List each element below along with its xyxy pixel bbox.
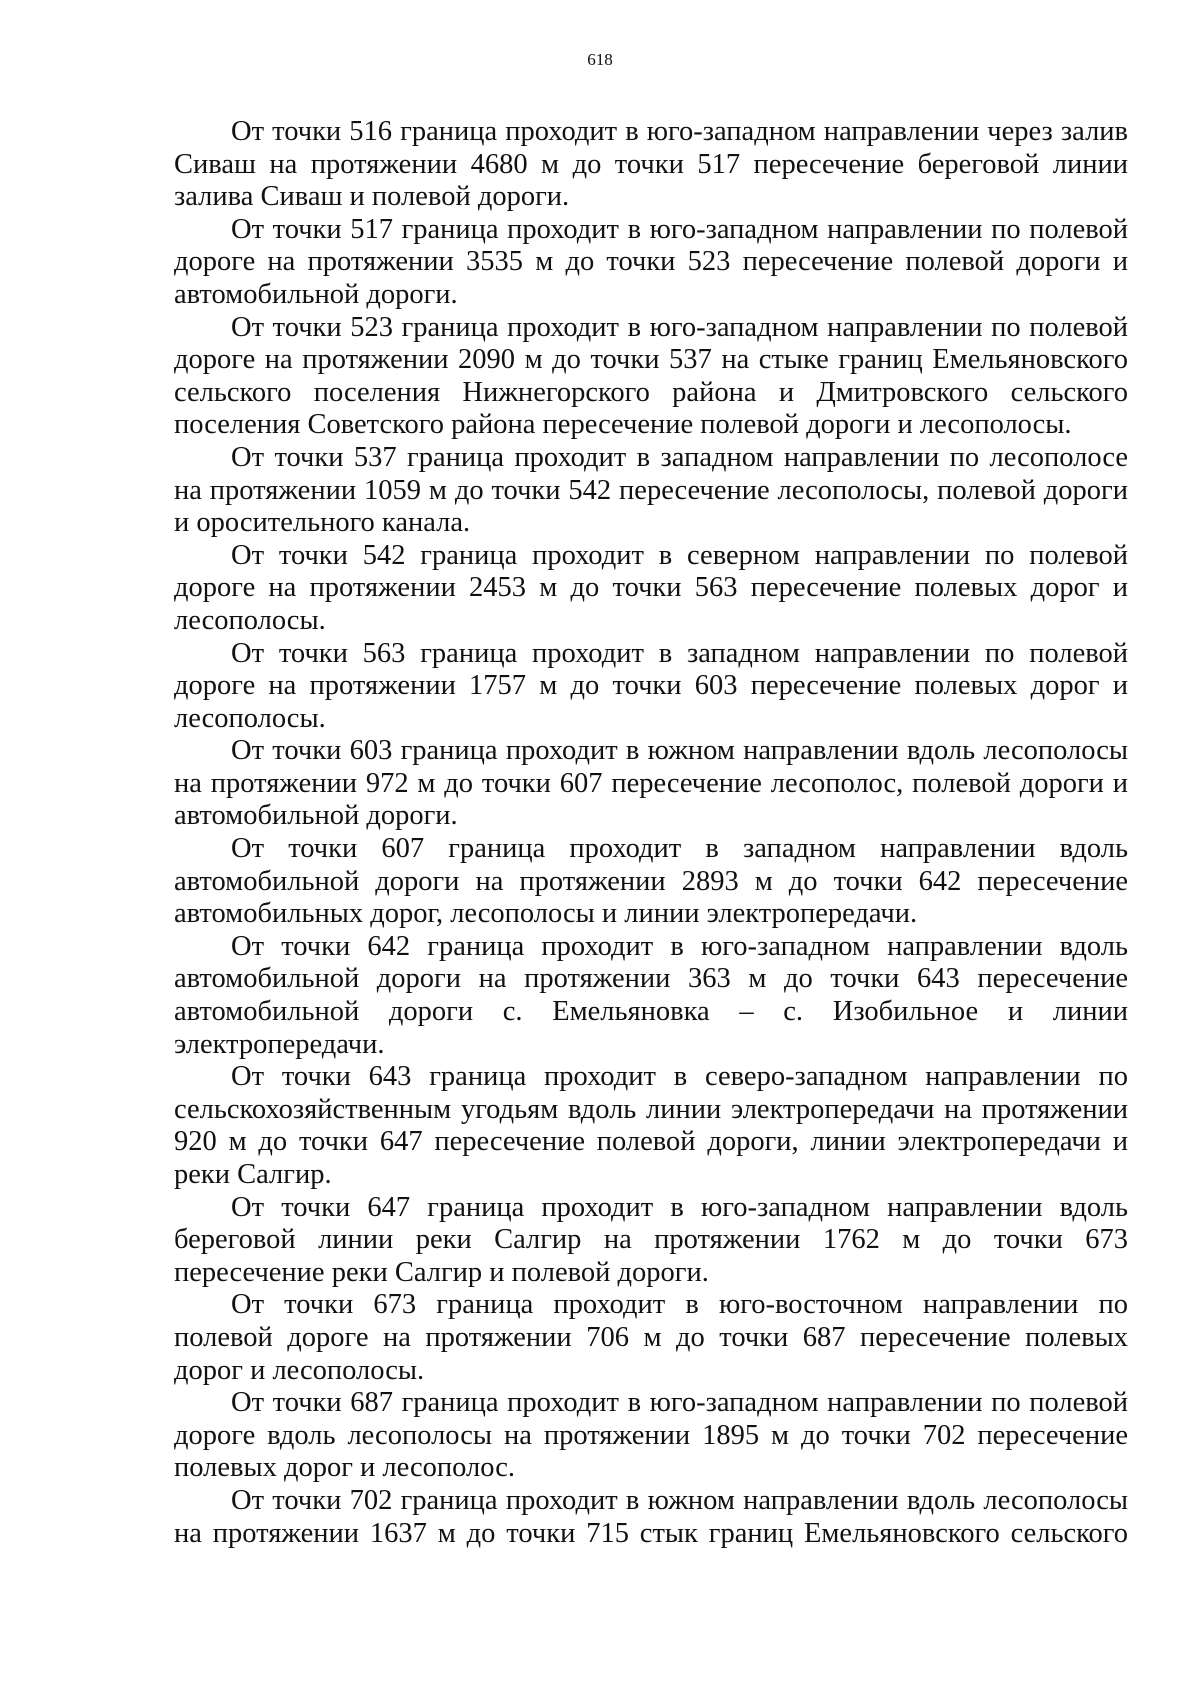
paragraph-1: От точки 516 граница проходит в юго-западном направлении через залив Сиваш на протяжении 4680 м до точки 517 пересечение береговой линии залива Сиваш и полевой дороги. <box>174 116 1128 213</box>
body-text <box>174 116 1128 1550</box>
paragraph-2: От точки 517 граница проходит в юго-западном направлении по полевой дороге на протяжении 3535 м до точки 523 пересечение полевой дороги и автомобильной дороги. <box>174 213 1128 310</box>
paragraph-12: От точки 673 граница проходит в юго-восточном направлении по полевой дороге на протяжении 706 м до точки 687 пересечение полевых дорог и лесополосы. <box>174 1289 1128 1386</box>
paragraph-5: От точки 542 граница проходит в северном направлении по полевой дороге на протяжении 2453 м до точки 563 пересечение полевых дорог и лесополосы. <box>174 539 1128 636</box>
paragraph-14: От точки 702 граница проходит в южном направлении вдоль лесополосы на протяжении 1637 м до точки 715 стык границ Емельяновского сельского <box>174 1484 1128 1549</box>
paragraph-4: От точки 537 граница проходит в западном направлении по лесополосе на протяжении 1059 м до точки 542 пересечение лесополосы, полевой дороги и оросительного канала. <box>174 441 1128 539</box>
paragraph-13: От точки 687 граница проходит в юго-западном направлении по полевой дороге вдоль лесополосы на протяжении 1895 м до точки 702 пересечение полевых дорог и лесополос. <box>174 1387 1128 1484</box>
paragraph-3: От точки 523 граница проходит в юго-западном направлении по полевой дороге на протяжении 2090 м до точки 537 на стыке границ Емельяновского сельского поселения Нижнегорского района и Дмитровского сельского поселения Советского района пересечение полевой дороги и лесополосы. <box>174 311 1128 441</box>
paragraph-6: От точки 563 граница проходит в западном направлении по полевой дороге на протяжении 1757 м до точки 603 пересечение полевых дорог и лесополосы. <box>174 637 1128 734</box>
page-number: 618 <box>587 50 613 69</box>
paragraph-10: От точки 643 граница проходит в северо-западном направлении по сельскохозяйственным угодьям вдоль линии электропередачи на протяжении 920 м до точки 647 пересечение полевой дороги, линии электропередачи и реки Салгир. <box>174 1061 1128 1190</box>
paragraph-8: От точки 607 граница проходит в западном направлении вдоль автомобильной дороги на протяжении 2893 м до точки 642 пересечение автомобильных дорог, лесополосы и линии электропередачи. <box>174 833 1128 930</box>
paragraph-7: От точки 603 граница проходит в южном направлении вдоль лесополосы на протяжении 972 м до точки 607 пересечение лесополос, полевой дороги и автомобильной дороги. <box>174 735 1128 832</box>
paragraph-11: От точки 647 граница проходит в юго-западном направлении вдоль береговой линии реки Салгир на протяжении 1762 м до точки 673 пересечение реки Салгир и полевой дороги. <box>174 1191 1128 1288</box>
paragraph-9: От точки 642 граница проходит в юго-западном направлении вдоль автомобильной дороги на протяжении 363 м до точки 643 пересечение автомобильной дороги с. Емельяновка – с. Изобильное и линии электропередачи. <box>174 930 1128 1060</box>
